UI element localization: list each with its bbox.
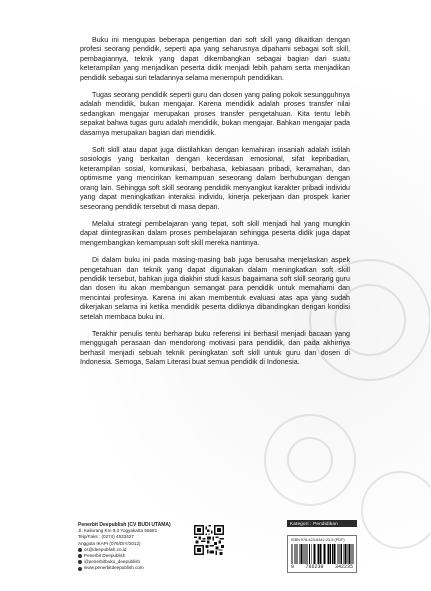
social-icon [78, 560, 82, 564]
contact-website [78, 565, 198, 571]
blurb-paragraph-6: Terakhir penulis tentu berharap buku referensi ini berhasil menjadi bacaan yang menggugah perasaan dan mendorong motivasi para pendidik, dan pada akhirnya berhasil menjadi sebuah teknik peningkatan soft skill untuk guru dan dosen di Indonesia. Semoga, Salam Literasi buat semua pendidik di Indonesia. [80, 329, 350, 367]
publisher-name: Penerbit Deepublish (CV BUDI UTAMA) [78, 522, 171, 528]
blurb-paragraph-1: Buku ini mengupas beberapa pengertian dari soft skill yang dikaitkan dengan profesi seorang pendidik, seperti apa yang seharusnya dipahami sebagai soft skill, pembagiannya, teknik yang dapat dikembangkan sebagai bagian dari suatu keterampilan yang menjadikan peserta didik menjadi lebih paham serta menjadikan pendidik sebagai suri teladannya selama menempuh pendidikan. [80, 36, 350, 82]
isbn-digits [291, 564, 353, 570]
contact-email-text: cs@deepublish.co.id [84, 546, 127, 552]
publisher-phone: Telp/Faks : (0274) 4533427 [78, 534, 134, 540]
back-cover-blurb [80, 36, 350, 376]
contact-instagram-text: @penerbitbuku_deepublish [84, 559, 141, 565]
qr-code-icon [194, 525, 224, 555]
blurb-paragraph-2: Tugas seorang pendidik seperti guru dan dosen yang paling pokok sesungguhnya adalah mendidik, bukan mengajar. Karena mendidik adalah proses transfer nilai sedangkan mengajar merupakan proses transfer pengetahuan. Kita tentu lebih sepakat bahwa tugas guru adalah mendidik, bukan mengajar. Bahkan mengajar pada dasarnya merupakan bagian dari mendidik. [80, 91, 350, 137]
isbn-digit-group-1: 786238 [305, 564, 324, 570]
globe-icon [78, 567, 82, 571]
isbn-digit-prefix: 9 [291, 564, 295, 570]
isbn-block [287, 535, 357, 573]
contact-website-text: www.penerbitdeepublish.com [84, 565, 144, 571]
cover-meta [287, 520, 357, 573]
blurb-paragraph-3: Soft skill atau dapat juga diistilahkan dengan kemahiran insaniah adalah istilah sosiologis yang berkaitan dengan kecerdasan emosional, sifat kepribadian, keterampilan sosial, komunikasi, berbahasa, kebiasaan pribadi, keramahan, dan optimisme yang mencirikan kemampuan seseorang dalam berhubungan dengan orang lain. Sehingga soft skill seorang pendidik menyangkut karakter pribadi individu yang dapat meningkatkan interaksi individu, kinerja pekerjaan dan prospek karier seseorang pendidik tersebut di masa depan. [80, 146, 350, 211]
blurb-paragraph-5: Di dalam buku ini pada masing-masing bab juga berusaha menjelaskan aspek pengetahuan dan teknik yang dapat digunakan dalam meningkatkan soft skill pendidik tersebut, bahkan juga diakhiri studi kasus bagaimana soft skill seorang guru dan dosen itu akan membangun semangat para pendidik untuk memahami dan mencintai profesinya. Karena ini akan membentuk evaluasi atas apa yang sudah dikerjakan selama ini ketika mendidik peserta didiknya dibandingkan dengan kondisi setelah membaca buku ini. [80, 256, 350, 321]
category-badge: Kategori : Pendidikan [287, 520, 357, 527]
mail-icon [78, 548, 82, 552]
blurb-paragraph-4: Melalui strategi pembelajaran yang tepat, soft skill menjadi hal yang mungkin dapat diintegrasikan dalam proses pembelajaran sehingga peserta didik juga dapat mengembangkan kemampuan soft skill mereka nantinya. [80, 219, 350, 247]
barcode-icon [291, 544, 354, 564]
publisher-membership: Anggota IKAPI (076/DIY/2012) [78, 540, 141, 546]
isbn-digit-group-2: 342235 [334, 564, 353, 570]
publisher-address: Jl. Kaliurang Km 9,3 Yogyakarta 55581 [78, 528, 158, 534]
contact-facebook-text: Penerbit Deepublish [84, 553, 126, 559]
isbn-label: ISBN 978-623-8342-23-5 (PDF) [291, 538, 345, 542]
publisher-info [78, 522, 198, 572]
social-icon [78, 554, 82, 558]
